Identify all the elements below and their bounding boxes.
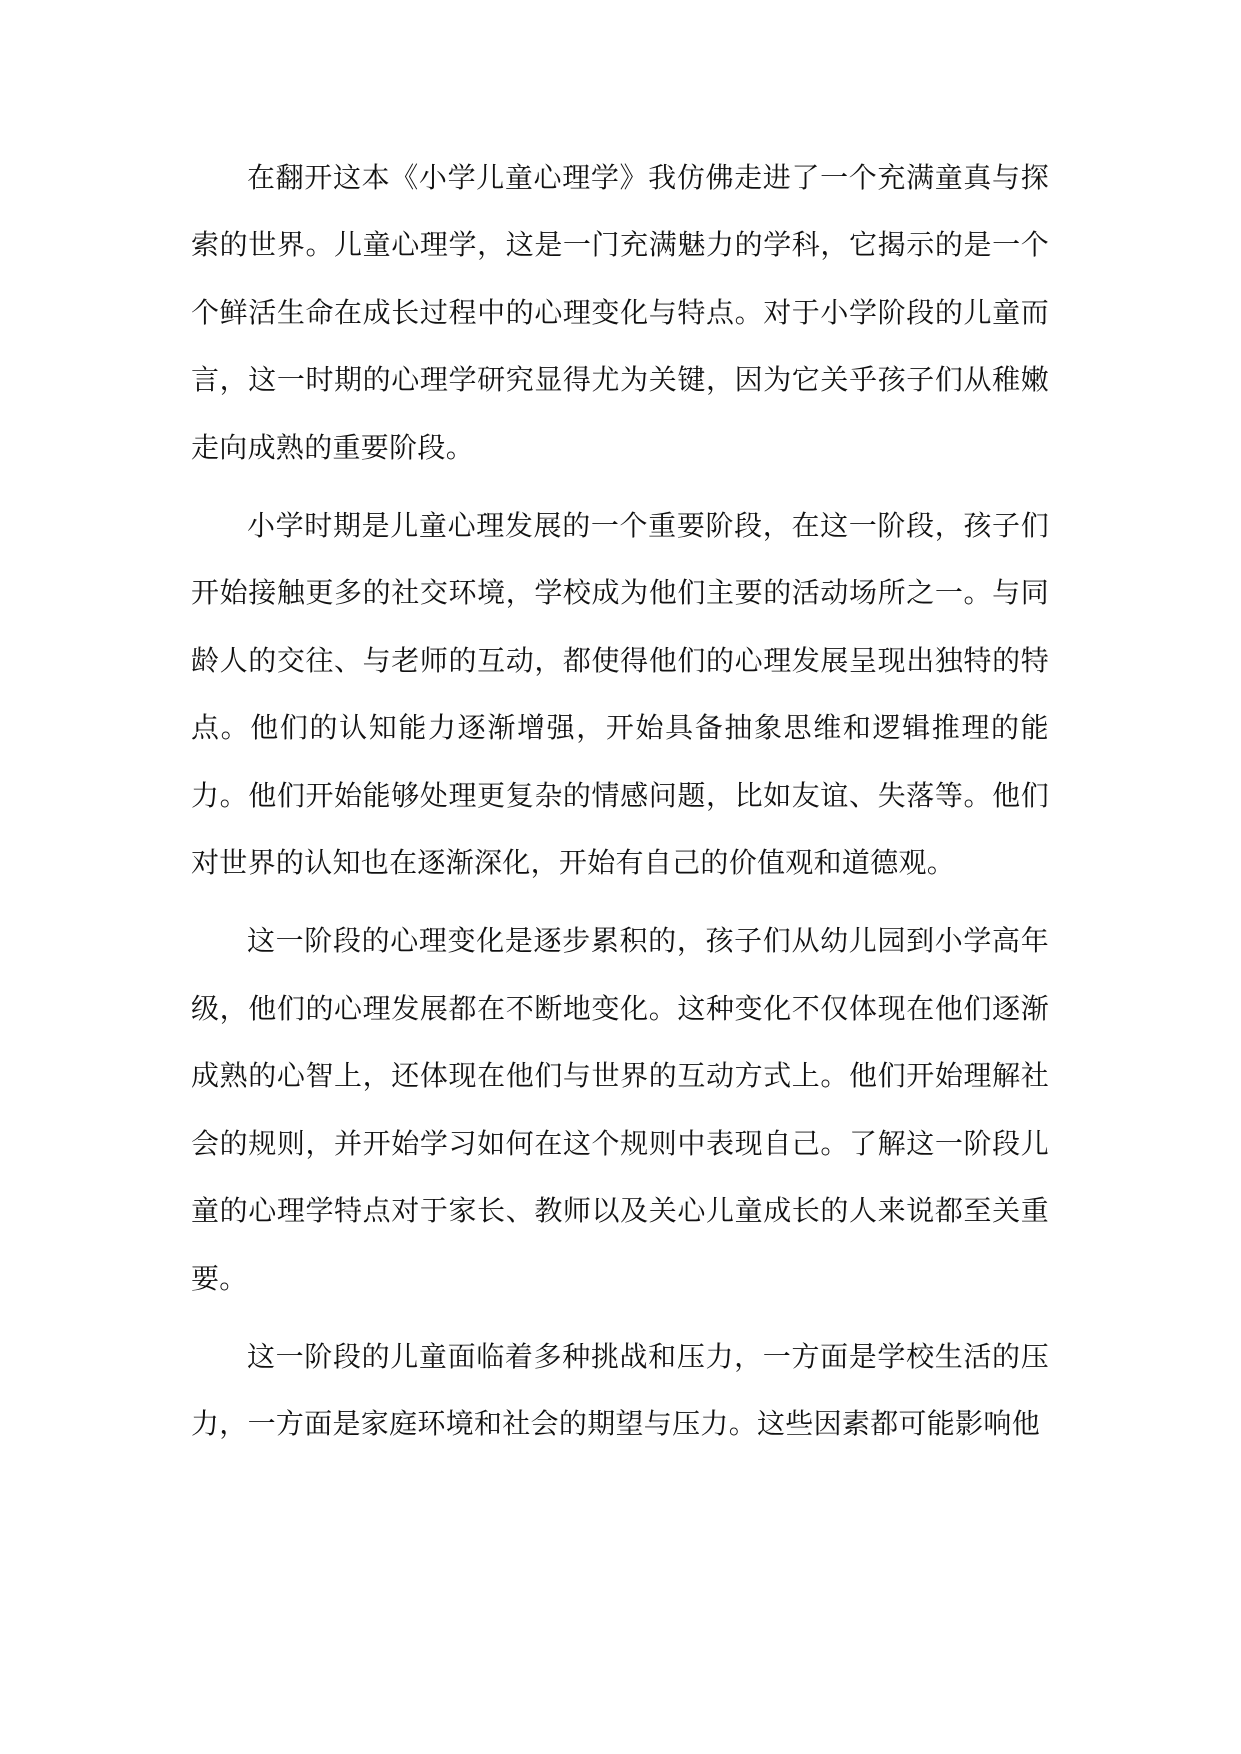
- paragraph-3: 这一阶段的心理变化是逐步累积的，孩子们从幼儿园到小学高年级，他们的心理发展都在不断地变化。这种变化不仅体现在他们逐渐成熟的心智上，还体现在他们与世界的互动方式上。他们开始理解社会的规则，并开始学习如何在这个规则中表现自己。了解这一阶段儿童的心理学特点对于家长、教师以及关心儿童成长的人来说都至关重要。: [191, 924, 1049, 1295]
- paragraph-1: 在翻开这本《小学儿童心理学》我仿佛走进了一个充满童真与探索的世界。儿童心理学，这是一门充满魅力的学科，它揭示的是一个个鲜活生命在成长过程中的心理变化与特点。对于小学阶段的儿童而言，这一时期的心理学研究显得尤为关键，因为它关乎孩子们从稚嫩走向成熟的重要阶段。: [191, 161, 1049, 464]
- paragraph-2: 小学时期是儿童心理发展的一个重要阶段，在这一阶段，孩子们开始接触更多的社交环境，学校成为他们主要的活动场所之一。与同龄人的交往、与老师的互动，都使得他们的心理发展呈现出独特的特点。他们的认知能力逐渐增强，开始具备抽象思维和逻辑推理的能力。他们开始能够处理更复杂的情感问题，比如友谊、失落等。他们对世界的认知也在逐渐深化，开始有自己的价值观和道德观。: [191, 509, 1049, 880]
- document-body: [191, 144, 1049, 1469]
- paragraph-4: 这一阶段的儿童面临着多种挑战和压力，一方面是学校生活的压力，一方面是家庭环境和社会的期望与压力。这些因素都可能影响他: [191, 1339, 1049, 1441]
